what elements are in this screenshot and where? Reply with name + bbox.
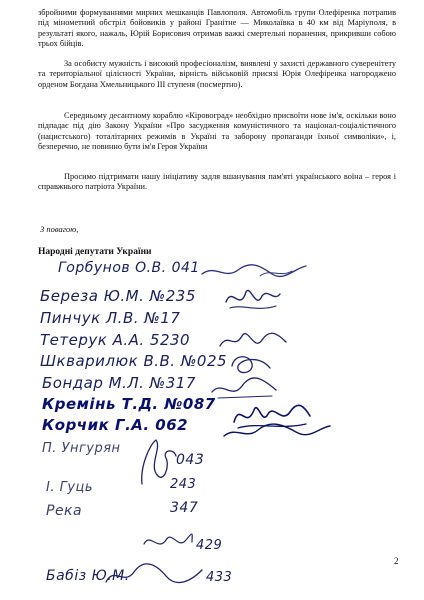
signature-scrawl-3 bbox=[218, 328, 288, 354]
signatories-heading: Народні депутати України bbox=[38, 247, 152, 257]
signature-name-11: І. Гуць bbox=[46, 480, 94, 495]
signature-name-13: Река bbox=[46, 503, 83, 519]
signature-scrawl-1 bbox=[200, 262, 310, 282]
paragraph-3: Середньому десантному кораблю «Кіровоград» необхідно присвоїти нове ім'я, оскільки воно підпадає під дію Закону України «Про засудження комуністичного та націонал-соціалістичного (нацистського) тоталітарних режимів в Україні та заборону пропаганди їхньої символіки», і, безперечно, не повинно бути ім'я Героя України bbox=[38, 111, 396, 152]
signature-scrawl-4 bbox=[228, 352, 274, 378]
signature-number-10: 043 bbox=[176, 452, 205, 468]
signature-number-17: 433 bbox=[206, 570, 233, 585]
signature-name-9: П. Унгурян bbox=[42, 441, 121, 456]
signature-name-3: Пинчук Л.В. №17 bbox=[40, 309, 181, 327]
signature-name-1: Горбунов О.В. 041 bbox=[58, 260, 200, 276]
closing-regards: З повагою, bbox=[40, 224, 79, 234]
signature-name-2: Береза Ю.М. №235 bbox=[40, 287, 196, 305]
paragraph-2: За особисту мужність і високий професіоналізм, виявлені у захисті державного суверенітету та територіальної цілісності України, вірність військовій присязі Юрія Олефіренка нагороджено орденом Богдана Хмельницького ІІІ ступеня (посмертно). bbox=[38, 59, 396, 89]
signature-scrawl-2 bbox=[222, 282, 282, 316]
signature-scrawl-7 bbox=[222, 420, 332, 442]
paragraph-1: збройними формуваннями мирних мешканців Павлополя. Автомобіль групи Олефіренка потрапив під мінометний обстріл бойовиків у районі Гранітне — Миколаївка в 40 км від Маріуполя, в результаті якого, нажаль, Юрій Борисович отримав важкі смертельні поранення, прикривши собою трьох бійців. bbox=[38, 8, 396, 49]
page-number: 2 bbox=[394, 556, 399, 566]
signature-number-15: 429 bbox=[196, 538, 223, 553]
signature-number-14: 347 bbox=[170, 500, 199, 516]
signature-scrawl-10 bbox=[104, 562, 204, 590]
signature-name-8: Корчик Г.А. 062 bbox=[42, 416, 189, 434]
signature-name-16: Бабіз Ю.М. bbox=[46, 568, 130, 584]
signature-scrawl-8 bbox=[136, 436, 180, 488]
signature-scrawl-9 bbox=[142, 526, 194, 556]
signature-number-12: 243 bbox=[170, 477, 197, 492]
signature-name-7: Кремінь Т.Д. №087 bbox=[42, 395, 216, 413]
signature-name-5: Шкварилюк В.В. №025 bbox=[40, 352, 228, 370]
signature-name-4: Тетерук А.А. 5230 bbox=[40, 331, 191, 349]
signature-name-6: Бондар М.Л. №317 bbox=[42, 374, 196, 392]
paragraph-4: Просимо підтримати нашу ініціативу задля вшанування пам'яті українського воїна – героя і справжнього патріота України. bbox=[38, 172, 396, 192]
